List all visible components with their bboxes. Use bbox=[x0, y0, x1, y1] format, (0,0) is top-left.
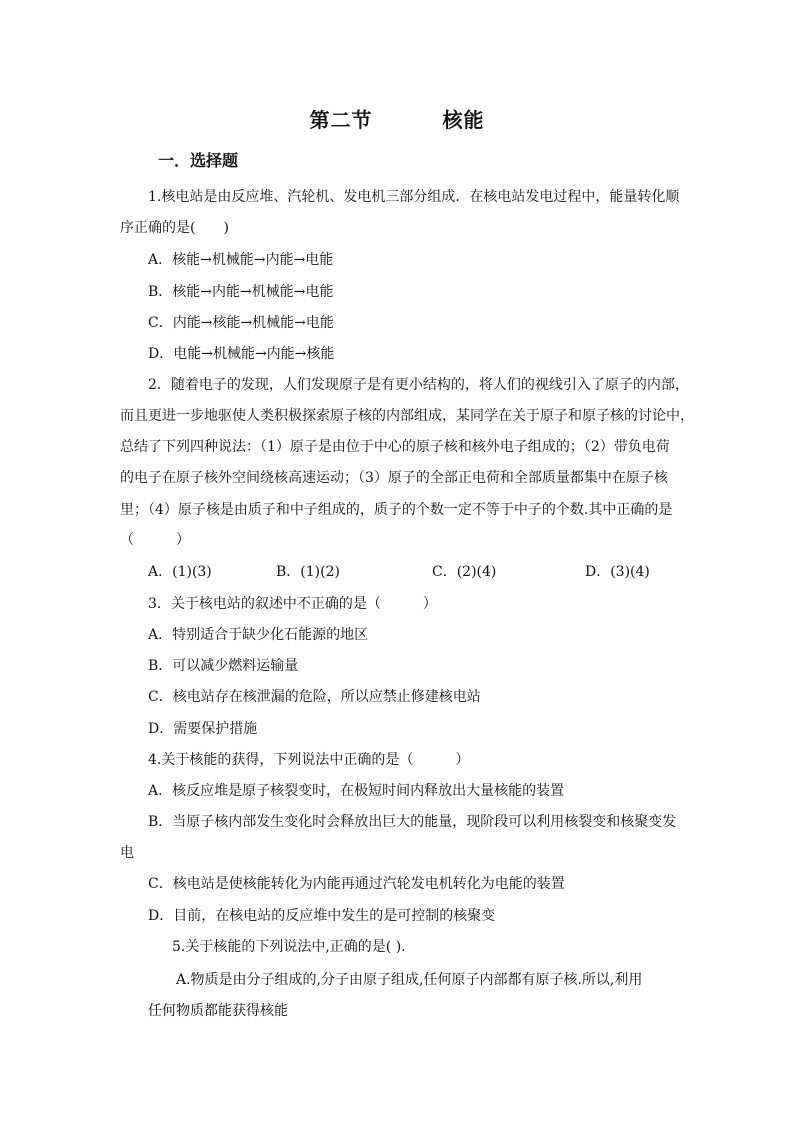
q3-option-c: C．核电站存在核泄漏的危险，所以应禁止修建核电站 bbox=[148, 689, 481, 705]
q2-stem-line-3: 总结了下列四种说法：（1）原子是由位于中心的原子核和核外电子组成的；（2）带负电荷 bbox=[120, 439, 670, 455]
q3-option-b: B．可以减少燃料运输量 bbox=[148, 658, 299, 674]
q2-option-d: D．(3)(4) bbox=[585, 564, 650, 580]
q3-option-a: A．特别适合于缺少化石能源的地区 bbox=[148, 627, 369, 643]
q4-option-a: A．核反应堆是原子核裂变时，在极短时间内释放出大量核能的装置 bbox=[148, 783, 565, 799]
q4-option-c: C．核电站是使核能转化为内能再通过汽轮发电机转化为电能的装置 bbox=[148, 876, 565, 892]
q4-option-b-line-1: B．当原子核内部发生变化时会释放出巨大的能量，现阶段可以利用核裂变和核聚变发 bbox=[148, 814, 677, 830]
q2-option-a: A．(1)(3) bbox=[148, 564, 212, 580]
page-title bbox=[0, 104, 794, 133]
q5-option-a-line-1: A.物质是由分子组成的,分子由原子组成,任何原子内部都有原子核.所以,利用 bbox=[176, 972, 643, 988]
q2-stem-line-4: 的电子在原子核外空间绕核高速运动；（3）原子的全部正电荷和全部质量都集中在原子核 bbox=[120, 470, 668, 486]
q2-stem-line-1: 2．随着电子的发现，人们发现原子是有更小结构的，将人们的视线引入了原子的内部， bbox=[148, 377, 689, 393]
q5-stem: 5.关于核能的下列说法中,正确的是( ). bbox=[172, 939, 406, 955]
q2-stem-line-6: （ ） bbox=[120, 532, 190, 548]
q1-option-a: A．核能→机械能→内能→电能 bbox=[148, 252, 334, 268]
q4-stem: 4.关于核能的获得，下列说法中正确的是（ ） bbox=[148, 752, 470, 768]
q1-option-c: C．内能→核能→机械能→电能 bbox=[148, 315, 334, 331]
q3-stem: 3．关于核电站的叙述中不正确的是（ ） bbox=[148, 596, 437, 612]
q1-stem-line-2: 序正确的是( ) bbox=[120, 220, 229, 236]
q1-option-d: D．电能→机械能→内能→核能 bbox=[148, 346, 335, 362]
q4-option-b-line-2: 电 bbox=[120, 845, 134, 861]
q4-option-d: D．目前，在核电站的反应堆中发生的是可控制的核聚变 bbox=[148, 908, 496, 924]
q2-option-c: C．(2)(4) bbox=[432, 564, 497, 580]
q5-option-a-line-2: 任何物质都能获得核能 bbox=[148, 1003, 288, 1019]
q1-stem-line-1: 1.核电站是由反应堆、汽轮机、发电机三部分组成．在核电站发电过程中，能量转化顺 bbox=[148, 189, 680, 205]
title-topic: 核能 bbox=[442, 108, 485, 132]
q3-option-d: D．需要保护措施 bbox=[148, 721, 258, 737]
q2-option-b: B．(1)(2) bbox=[276, 564, 340, 580]
title-section-number: 第二节 bbox=[309, 108, 373, 132]
q1-option-b: B．核能→内能→机械能→电能 bbox=[148, 284, 334, 300]
section-heading: 一．选择题 bbox=[158, 151, 239, 170]
q2-stem-line-2: 而且更进一步地驱使人类积极探索原子核的内部组成，某同学在关于原子和原子核的讨论中， bbox=[120, 408, 694, 424]
q2-stem-line-5: 里；（4）原子核是由质子和中子组成的，质子的个数一定不等于中子的个数.其中正确的是 bbox=[120, 502, 673, 518]
